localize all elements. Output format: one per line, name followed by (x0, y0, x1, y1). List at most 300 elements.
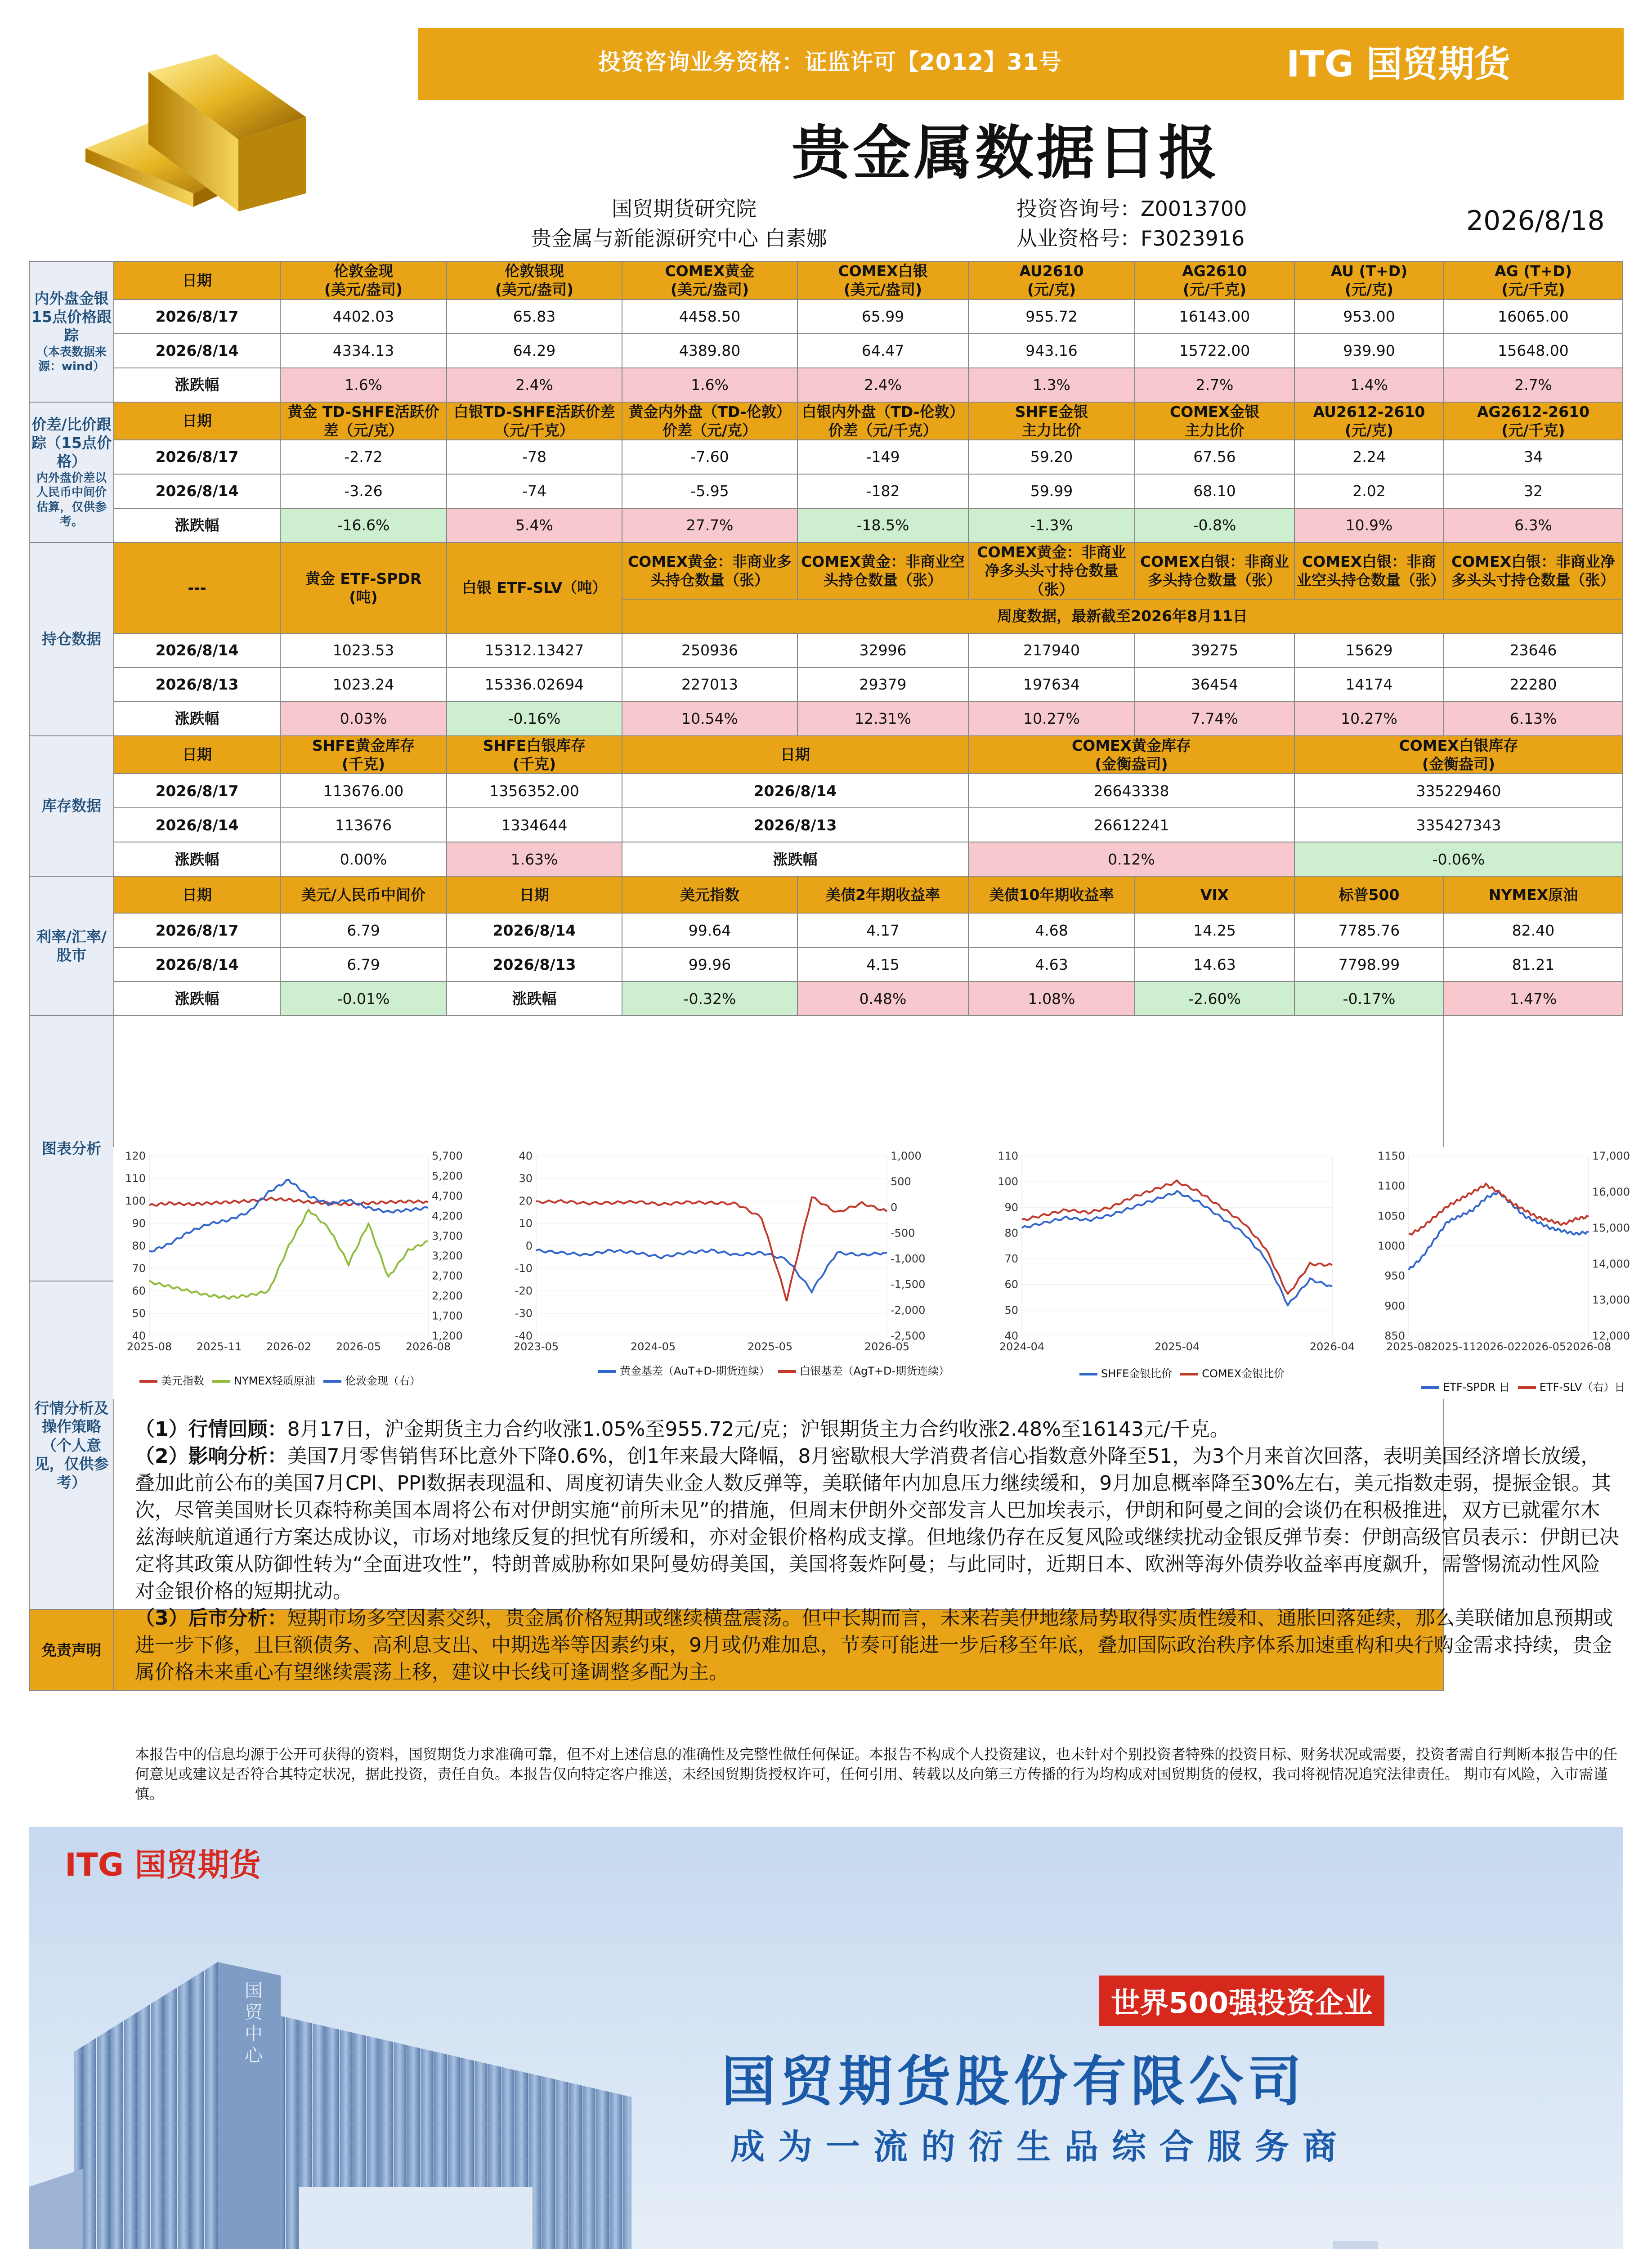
table-cell: -0.01% (280, 981, 447, 1016)
table-cell: 32 (1444, 474, 1623, 508)
table-cell: -2.72 (280, 440, 447, 474)
y2-tick-label: -1,500 (891, 1278, 926, 1291)
y2-tick-label: 3,700 (432, 1229, 463, 1242)
column-header: AG (T+D) (元/千克) (1444, 261, 1623, 300)
table-cell: 2026/8/14 (447, 913, 622, 947)
table-cell: 15336.02694 (447, 668, 622, 702)
legend-label: 美元指数 (161, 1375, 204, 1387)
banner-brand: ITG 国贸期货 (65, 1846, 261, 1883)
legend-label: NYMEX轻质原油 (234, 1375, 315, 1387)
table-cell: -0.16% (447, 702, 622, 736)
x-tick-label: 2026-05 (1521, 1340, 1567, 1353)
table-cell: 2026/8/17 (114, 774, 280, 808)
column-header: 伦敦银现 (美元/盎司) (447, 261, 622, 300)
table-cell: 2026/8/14 (114, 334, 280, 368)
qualification-number: 从业资格号：F3023916 (1016, 226, 1245, 251)
y-tick-label: 0 (525, 1240, 533, 1252)
table-cell: 14.25 (1135, 913, 1294, 947)
y2-tick-label: -500 (891, 1227, 915, 1240)
column-header: AU2612-2610 (元/克) (1294, 402, 1444, 440)
table-cell: 335229460 (1294, 774, 1623, 808)
table-row (29, 334, 1623, 368)
x-tick-label: 2025-05 (747, 1340, 793, 1353)
column-header: 日期 (114, 402, 280, 440)
section-label (29, 736, 114, 877)
column-header: 白银 ETF-SLV（吨） (447, 542, 622, 633)
table-cell: 36454 (1135, 668, 1294, 702)
column-header: COMEX黄金库存 (金衡盎司) (968, 736, 1294, 774)
table-cell: -16.6% (280, 508, 447, 542)
y-tick-label: 50 (1004, 1304, 1018, 1317)
building-sign: 国贸中心 (245, 1980, 263, 2066)
y2-tick-label: 500 (891, 1175, 911, 1188)
table-cell: 7785.76 (1294, 913, 1444, 947)
y2-tick-label: 5,700 (432, 1150, 463, 1162)
y-tick-label: 1000 (1377, 1240, 1405, 1252)
table-cell: 12.31% (797, 702, 968, 736)
column-header: COMEX白银：非商业多头持仓数量（张） (1135, 542, 1294, 599)
y2-tick-label: 13,000 (1592, 1294, 1630, 1306)
column-header: 日期 (447, 876, 622, 913)
y-tick-label: 110 (125, 1172, 146, 1185)
chart-basis (500, 1147, 959, 1358)
y2-tick-label: 4,200 (432, 1210, 463, 1223)
report-title: 贵金属数据日报 (792, 119, 1220, 187)
legend-label: ETF-SLV（右）日 (1539, 1381, 1625, 1393)
x-tick-label: 2025-04 (1154, 1340, 1200, 1353)
table-row (29, 947, 1623, 981)
table-cell: 14174 (1294, 668, 1444, 702)
table-cell: -0.17% (1294, 981, 1444, 1016)
research-center: 贵金属与新能源研究中心 白素娜 (531, 226, 827, 251)
column-header: 美元指数 (622, 876, 797, 913)
table-cell: 65.99 (797, 300, 968, 334)
table-row (29, 668, 1623, 702)
y-tick-label: 60 (1004, 1278, 1018, 1291)
table-cell: 1334644 (447, 808, 622, 842)
y-tick-label: 40 (519, 1150, 533, 1162)
table-cell: 2026/8/14 (114, 947, 280, 981)
legend-label: ETF-SPDR 日 (1443, 1381, 1510, 1393)
y-tick-label: 110 (998, 1150, 1018, 1162)
legend-swatch (778, 1370, 796, 1373)
brand-logo: ITG 国贸期货 (1286, 43, 1510, 85)
y-tick-label: 900 (1384, 1299, 1405, 1313)
table-cell: -0.8% (1135, 508, 1294, 542)
table-cell: 82.40 (1444, 913, 1623, 947)
table-cell: 250936 (622, 633, 797, 668)
y-tick-label: -20 (515, 1285, 533, 1297)
change-row (29, 508, 1623, 542)
table-cell: 99.96 (622, 947, 797, 981)
table-row (29, 808, 1623, 842)
table-cell: -182 (797, 474, 968, 508)
column-header: AG2612-2610 (元/千克) (1444, 402, 1623, 440)
series-line-1 (149, 1210, 428, 1299)
series-line-1 (1409, 1184, 1589, 1235)
table-cell: 4389.80 (622, 334, 797, 368)
table-cell: 4458.50 (622, 300, 797, 334)
x-tick-label: 2025-08 (1386, 1340, 1432, 1353)
company-name: 国贸期货股份有限公司 (721, 2051, 1306, 2113)
table-cell: 6.13% (1444, 702, 1623, 736)
y-tick-label: 1100 (1377, 1179, 1405, 1192)
table-cell: 2026/8/17 (114, 913, 280, 947)
legend-swatch (1518, 1386, 1536, 1389)
section-title: 内外盘金银15点价格跟踪 (31, 289, 112, 345)
table-cell: 15722.00 (1135, 334, 1294, 368)
column-header: --- (114, 542, 280, 633)
table-cell: 10.27% (1294, 702, 1444, 736)
analysis-para-2: 美国7月零售销售环比意外下降0.6%，创1年来最大降幅，8月密歇根大学消费者信心指数意外降至51，为3个月来首次回落，表明美国经济增长放缓，叠加此前公布的美国7月CPI、PPI数据表现温和、周度初请失业金人数反弹等，美联储年内加息压力继续缓和，9月加息概率降至30%左右，美元指数走弱，提振金银。其次，尽管美国财长贝森特称美国本周将公布对伊朗实施“前所未见”的措施，但周末伊朗外交部发言人巴加埃表示，伊朗和阿曼之间的会谈仍在积极推进，双方已就霍尔木兹海峡航道通行方案达成协议，市场对地缘反复的担忧有所缓和，亦对金银价格构成支撑。但地缘仍存在反复风险或继续扰动金银反弹节奏：伊朗高级官员表示：伊朗已决定将其政策从防御性转为“全面进攻性”，特朗普威胁称如果阿曼妨碍美国，美国将轰炸阿曼；与此同时，近期日本、欧洲等海外债券收益率再度飙升，需警惕流动性风险对金银价格的短期扰动。 (135, 1445, 1619, 1603)
table-cell: 1.3% (968, 368, 1135, 402)
y-tick-label: 1150 (1377, 1150, 1405, 1162)
table-header-row (29, 736, 1623, 774)
table-cell: 1.6% (280, 368, 447, 402)
table-row (29, 774, 1623, 808)
column-header: 美债2年期收益率 (797, 876, 968, 913)
series-line-0 (1022, 1191, 1332, 1305)
table-cell: 217940 (968, 633, 1135, 668)
table-cell: 4.63 (968, 947, 1135, 981)
table-cell: 26612241 (968, 808, 1294, 842)
legend-swatch (212, 1380, 230, 1383)
y-tick-label: 80 (1004, 1227, 1018, 1240)
table-cell: -2.60% (1135, 981, 1294, 1016)
plot-area (1022, 1156, 1332, 1336)
change-row (29, 981, 1623, 1016)
table-cell: 1.6% (622, 368, 797, 402)
table-cell: 16143.00 (1135, 300, 1294, 334)
legend-swatch (1421, 1386, 1439, 1389)
table-cell: 5.4% (447, 508, 622, 542)
table-cell: -5.95 (622, 474, 797, 508)
table-cell: 涨跌幅 (114, 368, 280, 402)
company-banner (29, 1827, 1623, 2249)
y2-tick-label: 2,200 (432, 1290, 463, 1303)
table-cell: 4334.13 (280, 334, 447, 368)
table-cell: 197634 (968, 668, 1135, 702)
table-cell: 953.00 (1294, 300, 1444, 334)
table-cell: -18.5% (797, 508, 968, 542)
table-cell: 2.4% (447, 368, 622, 402)
y-tick-label: 1050 (1377, 1210, 1405, 1223)
table-cell: 943.16 (968, 334, 1135, 368)
y2-tick-label: 1,700 (432, 1309, 463, 1322)
table-cell: 2026/8/13 (622, 808, 968, 842)
column-header: COMEX白银：非商业空头持仓数量（张） (1294, 542, 1444, 599)
y-tick-label: 70 (132, 1262, 146, 1275)
table-cell: 7.74% (1135, 702, 1294, 736)
x-tick-label: 2026-08 (405, 1340, 451, 1353)
table-row (29, 474, 1623, 508)
column-header: COMEX黄金：非商业空头持仓数量（张） (797, 542, 968, 599)
column-header: 日期 (114, 876, 280, 913)
y2-tick-label: 14,000 (1592, 1258, 1630, 1270)
section-title: 持仓数据 (42, 630, 101, 648)
table-cell: 27.7% (622, 508, 797, 542)
series-line-1 (1022, 1180, 1332, 1294)
table-cell: 59.99 (968, 474, 1135, 508)
y2-tick-label: -2,500 (891, 1330, 926, 1342)
section-note: 内外盘价差以人民币中间价估算，仅供参考。 (36, 471, 107, 529)
y-tick-label: 40 (132, 1330, 146, 1342)
table-cell: 2026/8/17 (114, 440, 280, 474)
x-tick-label: 2025-08 (126, 1340, 172, 1353)
legend-label: 伦敦金现（右） (345, 1375, 421, 1387)
table-cell: 16065.00 (1444, 300, 1623, 334)
column-header: VIX (1135, 876, 1294, 913)
column-header: 黄金内外盘（TD-伦敦）价差（元/克） (622, 402, 797, 440)
x-tick-label: 2025-11 (1431, 1340, 1477, 1353)
table-cell: 14.63 (1135, 947, 1294, 981)
y-tick-label: 70 (1004, 1252, 1018, 1265)
x-tick-label: 2026-05 (336, 1340, 381, 1353)
section-title: 行情分析及操作策略（个人意见，仅供参考） (34, 1399, 109, 1492)
table-header-row (29, 261, 1623, 300)
legend-label: 白银基差（AgT+D-期货连续） (799, 1365, 950, 1377)
analysis-label-2: （2）影响分析： (135, 1445, 287, 1468)
legend-swatch (1079, 1373, 1097, 1375)
table-cell: 23646 (1444, 633, 1623, 668)
section-label (29, 1281, 114, 1609)
table-cell: 1.4% (1294, 368, 1444, 402)
section-title: 价差/比价跟踪（15点价格） (31, 415, 112, 470)
table-cell: 32996 (797, 633, 968, 668)
section-title: 免责声明 (42, 1641, 101, 1659)
table-cell: 15312.13427 (447, 633, 622, 668)
table-row (29, 440, 1623, 474)
table-row (29, 300, 1623, 334)
table-cell: 2.02 (1294, 474, 1444, 508)
table-cell: 2026/8/13 (114, 668, 280, 702)
legend-swatch (139, 1380, 157, 1383)
column-header: COMEX白银：非商业净多头头寸持仓数量（张） (1444, 542, 1623, 599)
y2-tick-label: 3,200 (432, 1250, 463, 1263)
y-tick-label: 50 (132, 1307, 146, 1320)
change-row (29, 842, 1623, 876)
analysis-label-3: （3）后市分析： (135, 1607, 287, 1630)
y-tick-label: 90 (132, 1217, 146, 1230)
table-cell: 1023.24 (280, 668, 447, 702)
table-header-row (29, 542, 1623, 599)
change-row (29, 368, 1623, 402)
column-header: 美债10年期收益率 (968, 876, 1135, 913)
y-tick-label: 40 (1004, 1330, 1018, 1342)
section-label (29, 876, 114, 1016)
table-cell: 939.90 (1294, 334, 1444, 368)
y2-tick-label: 15,000 (1592, 1222, 1630, 1234)
table-cell: 99.64 (622, 913, 797, 947)
table-cell: 67.56 (1135, 440, 1294, 474)
table-cell: 39275 (1135, 633, 1294, 668)
table-cell: 6.79 (280, 947, 447, 981)
table-cell: 26643338 (968, 774, 1294, 808)
y-tick-label: 90 (1004, 1201, 1018, 1214)
y2-tick-label: 1,000 (891, 1150, 922, 1162)
y2-tick-label: 17,000 (1592, 1150, 1630, 1162)
x-tick-label: 2025-11 (196, 1340, 242, 1353)
y-tick-label: -30 (515, 1307, 533, 1320)
y2-tick-label: 12,000 (1592, 1330, 1630, 1342)
table-cell: 4.17 (797, 913, 968, 947)
table-cell: -3.26 (280, 474, 447, 508)
column-header: 标普500 (1294, 876, 1444, 913)
company-slogan: 成为一流的衍生品综合服务商 (730, 2127, 1350, 2167)
table-cell: 4.68 (968, 913, 1135, 947)
y-tick-label: 850 (1384, 1330, 1405, 1342)
disclaimer-text: 本报告中的信息均源于公开可获得的资料，国贸期货力求准确可靠，但不对上述信息的准确性及完整性做任何保证。本报告不构成个人投资建议，也未针对个别投资者特殊的投资目标、财务状况或需要，投资者需自行判断本报告中的任何意见或建议是否符合其特定状况，据此投资，责任自负。本报告仅向特定客户推送，未经国贸期货授权许可，任何引用、转载以及向第三方传播的行为均构成对国贸期货的侵权，我司将视情况追究法律责任。 期市有风险，入市需谨慎。 (135, 1746, 1618, 1802)
analysis-para-3: 短期市场多空因素交织，贵金属价格短期或继续横盘震荡。但中长期而言，未来若美伊地缘局势取得实质性缓和、通胀回落延续，那么美联储加息预期或进一步下修，且巨额债务、高利息支出、中期选举等因素约束，9月或仍难加息，节奏可能进一步后移至年底，叠加国际政治秩序体系加速重构和央行购金需求持续，贵金属价格未来重心有望继续震荡上移，建议中长线可逢调整多配为主。 (135, 1607, 1613, 1684)
table-cell: 0.00% (280, 842, 447, 876)
legend-swatch (323, 1380, 341, 1383)
table-cell: 113676.00 (280, 774, 447, 808)
table-cell: 4402.03 (280, 300, 447, 334)
column-header: AU (T+D) (元/克) (1294, 261, 1444, 300)
y2-tick-label: -2,000 (891, 1304, 926, 1317)
gold-bar-icon (72, 45, 324, 211)
table-cell: 64.29 (447, 334, 622, 368)
weekly-note: 周度数据，最新截至2026年8月11日 (622, 599, 1623, 633)
y-tick-label: 950 (1384, 1269, 1405, 1282)
table-cell: 2026/8/14 (114, 808, 280, 842)
table-cell: 59.20 (968, 440, 1135, 474)
section-title: 利率/汇率/股市 (36, 928, 107, 964)
y2-tick-label: 0 (891, 1201, 898, 1214)
legend-label: SHFE金银比价 (1101, 1367, 1173, 1380)
table-cell: 81.21 (1444, 947, 1623, 981)
column-header: 白银TD-SHFE活跃价差（元/千克） (447, 402, 622, 440)
series-line-0 (149, 1197, 428, 1206)
x-tick-label: 2026-02 (266, 1340, 312, 1353)
section-label (29, 402, 114, 543)
table-cell: 113676 (280, 808, 447, 842)
y2-tick-label: 1,200 (432, 1330, 463, 1342)
y-tick-label: 20 (519, 1195, 533, 1207)
table-cell: 1356352.00 (447, 774, 622, 808)
column-header: SHFE白银库存 (千克) (447, 736, 622, 774)
table-cell: 10.27% (968, 702, 1135, 736)
column-header: 日期 (114, 261, 280, 300)
analysis-para-1: 8月17日，沪金期货主力合约收涨1.05%至955.72元/克；沪银期货主力合约收涨2.48%至16143元/千克。 (287, 1418, 1230, 1441)
analysis-label-1: （1）行情回顾： (135, 1418, 287, 1441)
table-cell: 227013 (622, 668, 797, 702)
table-cell: 6.79 (280, 913, 447, 947)
y-tick-label: 60 (132, 1285, 146, 1297)
column-header: 黄金 TD-SHFE活跃价差（元/克） (280, 402, 447, 440)
y-tick-label: 10 (519, 1217, 533, 1230)
series-line-2 (149, 1180, 428, 1252)
section-label (29, 261, 114, 402)
column-header: COMEX黄金：非商业多头持仓数量（张） (622, 542, 797, 599)
advisor-number: 投资咨询号：Z0013700 (1016, 197, 1247, 221)
section-title: 库存数据 (42, 797, 101, 815)
x-tick-label: 2024-05 (630, 1340, 676, 1353)
table-header-row (29, 876, 1623, 913)
table-cell: 65.83 (447, 300, 622, 334)
y-tick-label: -40 (515, 1330, 533, 1342)
y2-tick-label: 4,700 (432, 1189, 463, 1202)
column-header: SHFE金银 主力比价 (968, 402, 1135, 440)
table-cell: 2026/8/14 (622, 774, 968, 808)
building-image (29, 1935, 640, 2249)
table-cell: 涨跌幅 (447, 981, 622, 1016)
table-cell: -7.60 (622, 440, 797, 474)
table-cell: -0.32% (622, 981, 797, 1016)
y-tick-label: 100 (125, 1195, 146, 1207)
table-cell: 涨跌幅 (114, 508, 280, 542)
table-cell: 涨跌幅 (622, 842, 968, 876)
column-header: COMEX黄金：非商业净多头头寸持仓数量（张） (968, 542, 1135, 599)
x-tick-label: 2026-04 (1309, 1340, 1355, 1353)
table-cell: 64.47 (797, 334, 968, 368)
charts-area (113, 1147, 1630, 1399)
report-date: 2026/8/18 (1466, 205, 1605, 237)
table-cell: 335427343 (1294, 808, 1623, 842)
column-header: AU2610 (元/克) (968, 261, 1135, 300)
table-row (29, 633, 1623, 668)
column-header: COMEX黄金 (美元/盎司) (622, 261, 797, 300)
table-cell: 2.7% (1135, 368, 1294, 402)
skyline (658, 2214, 1623, 2249)
table-cell: 1.08% (968, 981, 1135, 1016)
table-cell: 2.7% (1444, 368, 1623, 402)
table-cell: 涨跌幅 (114, 702, 280, 736)
table-cell: 68.10 (1135, 474, 1294, 508)
column-header: AG2610 (元/千克) (1135, 261, 1294, 300)
table-cell: 涨跌幅 (114, 981, 280, 1016)
table-cell: 22280 (1444, 668, 1623, 702)
y2-tick-label: 2,700 (432, 1269, 463, 1282)
section-title: 图表分析 (42, 1139, 101, 1157)
table-cell: 15629 (1294, 633, 1444, 668)
table-cell: 0.03% (280, 702, 447, 736)
table-cell: 2026/8/14 (114, 474, 280, 508)
y-tick-label: 100 (998, 1175, 1018, 1188)
section-note: （本表数据来源：wind） (36, 345, 107, 374)
column-header: COMEX金银 主力比价 (1135, 402, 1294, 440)
column-header: 白银内外盘（TD-伦敦）价差（元/千克） (797, 402, 968, 440)
y2-tick-label: 16,000 (1592, 1186, 1630, 1198)
table-cell: 2.4% (797, 368, 968, 402)
y2-tick-label: -1,000 (891, 1252, 926, 1265)
table-cell: 6.3% (1444, 508, 1623, 542)
legend-swatch (1180, 1373, 1198, 1375)
table-cell: 10.9% (1294, 508, 1444, 542)
legend-swatch (598, 1370, 616, 1373)
chart-etf (1368, 1147, 1638, 1381)
table-cell: 15648.00 (1444, 334, 1623, 368)
table-cell: 955.72 (968, 300, 1135, 334)
table-cell: 10.54% (622, 702, 797, 736)
institute-name: 国贸期货研究院 (612, 197, 757, 221)
table-header-row (29, 402, 1623, 440)
analysis-text (135, 1416, 1619, 1686)
column-header: COMEX白银 (美元/盎司) (797, 261, 968, 300)
series-line-0 (1409, 1191, 1589, 1270)
table-cell: -74 (447, 474, 622, 508)
section-label (29, 542, 114, 736)
y-tick-label: 80 (132, 1240, 146, 1252)
x-tick-label: 2023-05 (513, 1340, 559, 1353)
series-line-0 (536, 1250, 887, 1292)
column-header: SHFE黄金库存 (千克) (280, 736, 447, 774)
table-cell: 0.12% (968, 842, 1294, 876)
y-tick-label: -10 (515, 1262, 533, 1275)
table-cell: 2026/8/17 (114, 300, 280, 334)
column-header: 伦敦金现 (美元/盎司) (280, 261, 447, 300)
table-cell: -1.3% (968, 508, 1135, 542)
